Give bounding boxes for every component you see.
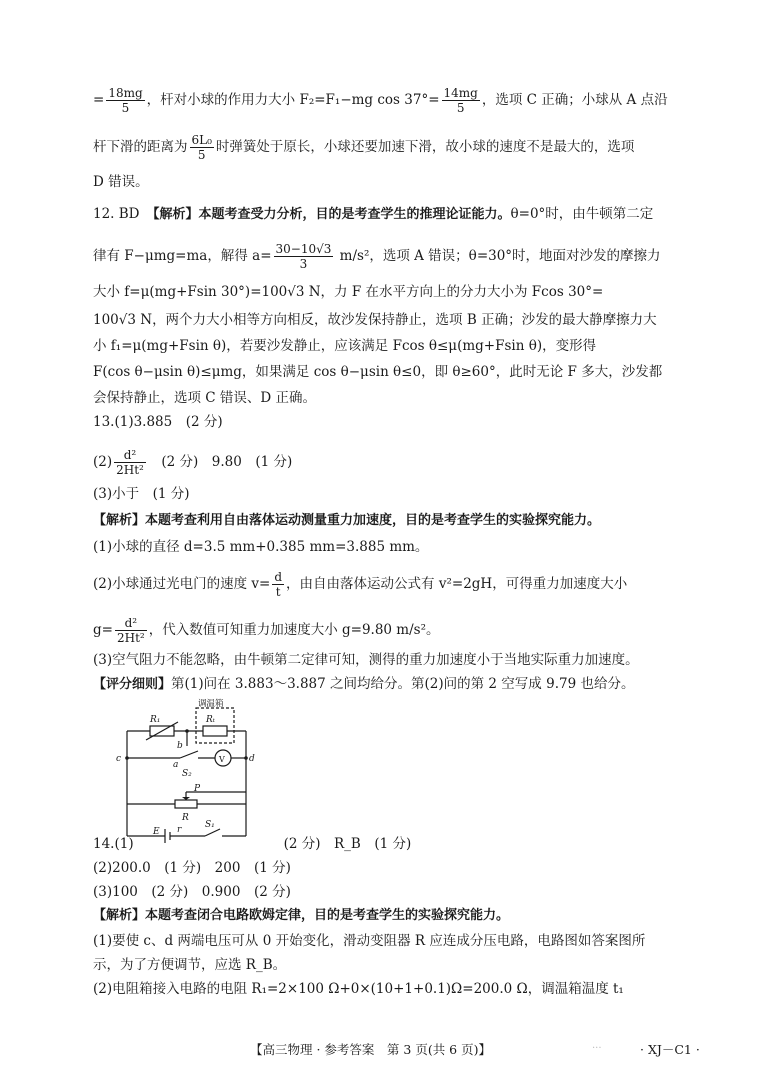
q12-line-5: 小 f₁=μ(mg+Fsin θ)，若要沙发静止，应该满足 Fcos θ≤μ(mg+Fsin θ)，变形得 <box>93 338 597 354</box>
text-segment: ，由自由落体运动公式有 v²=2gH，可得重力加速度大小 <box>286 576 628 592</box>
fraction <box>272 570 284 599</box>
text-segment: ，杆对小球的作用力大小 F₂=F₁−mg cos 37°= <box>146 92 440 108</box>
fraction <box>442 86 480 115</box>
footer-code: · XJ－C1 · <box>640 1042 700 1057</box>
footer-title: 【高三物理 · 参考答案 第 3 页(共 6 页)】 <box>250 1042 491 1057</box>
label-R1: R₁ <box>150 715 161 725</box>
q13-explain-4: (3)空气阻力不能忽略，由牛顿第二定律可知，测得的重力加速度小于当地实际重力加速度。 <box>93 652 639 668</box>
fraction-denominator: 5 <box>121 101 130 115</box>
q13-explain-2 <box>93 570 627 599</box>
fraction-numerator: d² <box>114 448 146 463</box>
fraction-numerator: 6L₀ <box>191 133 212 147</box>
q13-explain-1: (1)小球的直径 d=3.5 mm+0.385 mm=3.885 mm。 <box>93 539 429 555</box>
text-segment: ，选项 C 正确；小球从 A 点沿 <box>481 92 668 108</box>
q13-line-3: (3)小于 (1 分) <box>93 486 190 502</box>
text-line-1 <box>93 86 668 115</box>
grading-tag: 【评分细则】 <box>93 677 172 692</box>
fraction-numerator: 14mg <box>443 86 478 100</box>
label-r: r <box>177 825 182 835</box>
q14-explain-1: (1)要使 c、d 两端电压可从 0 开始变化，滑动变阻器 R 应连成分压电路，电路图如答案图所 <box>93 933 646 949</box>
text-segment: (2) <box>93 454 113 470</box>
fraction <box>114 448 146 477</box>
fraction-numerator: 18mg <box>108 86 143 100</box>
q13-grading <box>93 674 634 695</box>
fraction-numerator: d <box>274 570 283 584</box>
label-Rt: Rₜ <box>206 715 215 725</box>
fraction-numerator: d² <box>115 616 147 631</box>
fraction-denominator: 3 <box>299 257 308 271</box>
text-segment: (2)小球通过光电门的速度 v= <box>93 576 271 592</box>
label-S1: S₁ <box>205 820 215 830</box>
text-segment: 律有 F−μmg=ma，解得 a= <box>93 248 272 264</box>
q13-analysis-tag: 【解析】本题考查利用自由落体运动测量重力加速度，目的是考查学生的实验探究能力。 <box>93 513 601 528</box>
q14-line-3: (3)100 (2 分) 0.900 (2 分) <box>93 884 291 900</box>
text-segment: θ=0°时，由牛顿第二定 <box>510 206 654 222</box>
text-segment: 14.(1) <box>93 836 134 852</box>
q12-line-3: 大小 f=μ(mg+Fsin 30°)=100√3 N，力 F 在水平方向上的分力大小为 Fcos 30°= <box>93 284 604 300</box>
text-segment: (2 分) R_B (1 分) <box>283 836 412 852</box>
q14-line-2: (2)200.0 (1 分) 200 (1 分) <box>93 860 291 876</box>
q14-explain-2: 示，为了方便调节，应选 R_B。 <box>93 957 287 973</box>
q13-line-1: 13.(1)3.885 (2 分) <box>93 414 223 430</box>
voltmeter-label: V <box>219 755 225 764</box>
text-line-2 <box>93 133 634 162</box>
fraction-numerator: 30−10√3 <box>275 242 332 256</box>
fraction-denominator: 5 <box>456 101 465 115</box>
label-P: P <box>194 784 201 794</box>
question-number: 12. BD <box>93 206 140 222</box>
fraction <box>274 242 334 271</box>
q14-line-1 <box>93 834 411 854</box>
fraction <box>106 86 144 115</box>
q12-line-4: 100√3 N，两个力大小相等方向相反，故沙发保持静止，选项 B 正确；沙发的最大静摩擦力大 <box>93 312 657 328</box>
q12-line-1 <box>93 204 653 225</box>
text-segment: 第(1)问在 3.883～3.887 之间均给分。第(2)问的第 2 空写成 9.79 也给分。 <box>171 676 635 692</box>
fraction-denominator: 2Ht² <box>116 631 145 645</box>
q12-line-7: 会保持静止，选项 C 错误、D 正确。 <box>93 390 317 406</box>
text-segment: (2 分) 9.80 (1 分) <box>147 454 293 470</box>
text-line-3: D 错误。 <box>93 174 149 190</box>
fraction <box>190 133 214 162</box>
label-d: d <box>249 754 255 764</box>
text-segment: 杆下滑的距离为 <box>93 139 188 155</box>
q13-line-2 <box>93 448 292 477</box>
q14-explain-3: (2)电阻箱接入电路的电阻 R₁=2×100 Ω+0×(10+1+0.1)Ω=200.0 Ω，调温箱温度 t₁ <box>93 981 624 997</box>
fraction-denominator: 2Ht² <box>116 463 144 477</box>
q13-explain-3 <box>93 616 440 645</box>
q12-line-2 <box>93 242 661 271</box>
label-R: R <box>182 813 189 823</box>
label-S2: S₂ <box>182 769 192 779</box>
label-c: c <box>116 754 122 764</box>
label-a: a <box>173 760 179 770</box>
analysis-tag: 【解析】本题考查受力分析，目的是考查学生的推理论证能力。 <box>153 207 511 222</box>
fraction-denominator: t <box>275 585 281 599</box>
q12-line-6: F(cos θ−μsin θ)≤μmg，如果满足 cos θ−μsin θ≤0，即 θ≥60°，此时无论 F 多大，沙发都 <box>93 364 663 380</box>
box-label: 调温箱 <box>198 699 224 709</box>
footer-dots: ... <box>592 1040 602 1051</box>
fraction <box>115 616 147 645</box>
label-b: b <box>177 741 183 751</box>
text-segment: 时弹簧处于原长，小球还要加速下滑，故小球的速度不是最大的，选项 <box>215 139 635 155</box>
circuit-diagram <box>110 696 260 846</box>
label-E: E <box>153 827 160 837</box>
fraction-denominator: 5 <box>197 148 206 162</box>
text-segment: g= <box>93 622 113 638</box>
text-segment: m/s²，选项 A 错误；θ=30°时，地面对沙发的摩擦力 <box>335 248 661 264</box>
text-segment: ，代入数值可知重力加速度大小 g=9.80 m/s²。 <box>148 622 440 638</box>
text-segment: = <box>93 92 105 108</box>
q14-analysis-tag: 【解析】本题考查闭合电路欧姆定律，目的是考查学生的实验探究能力。 <box>93 908 510 923</box>
